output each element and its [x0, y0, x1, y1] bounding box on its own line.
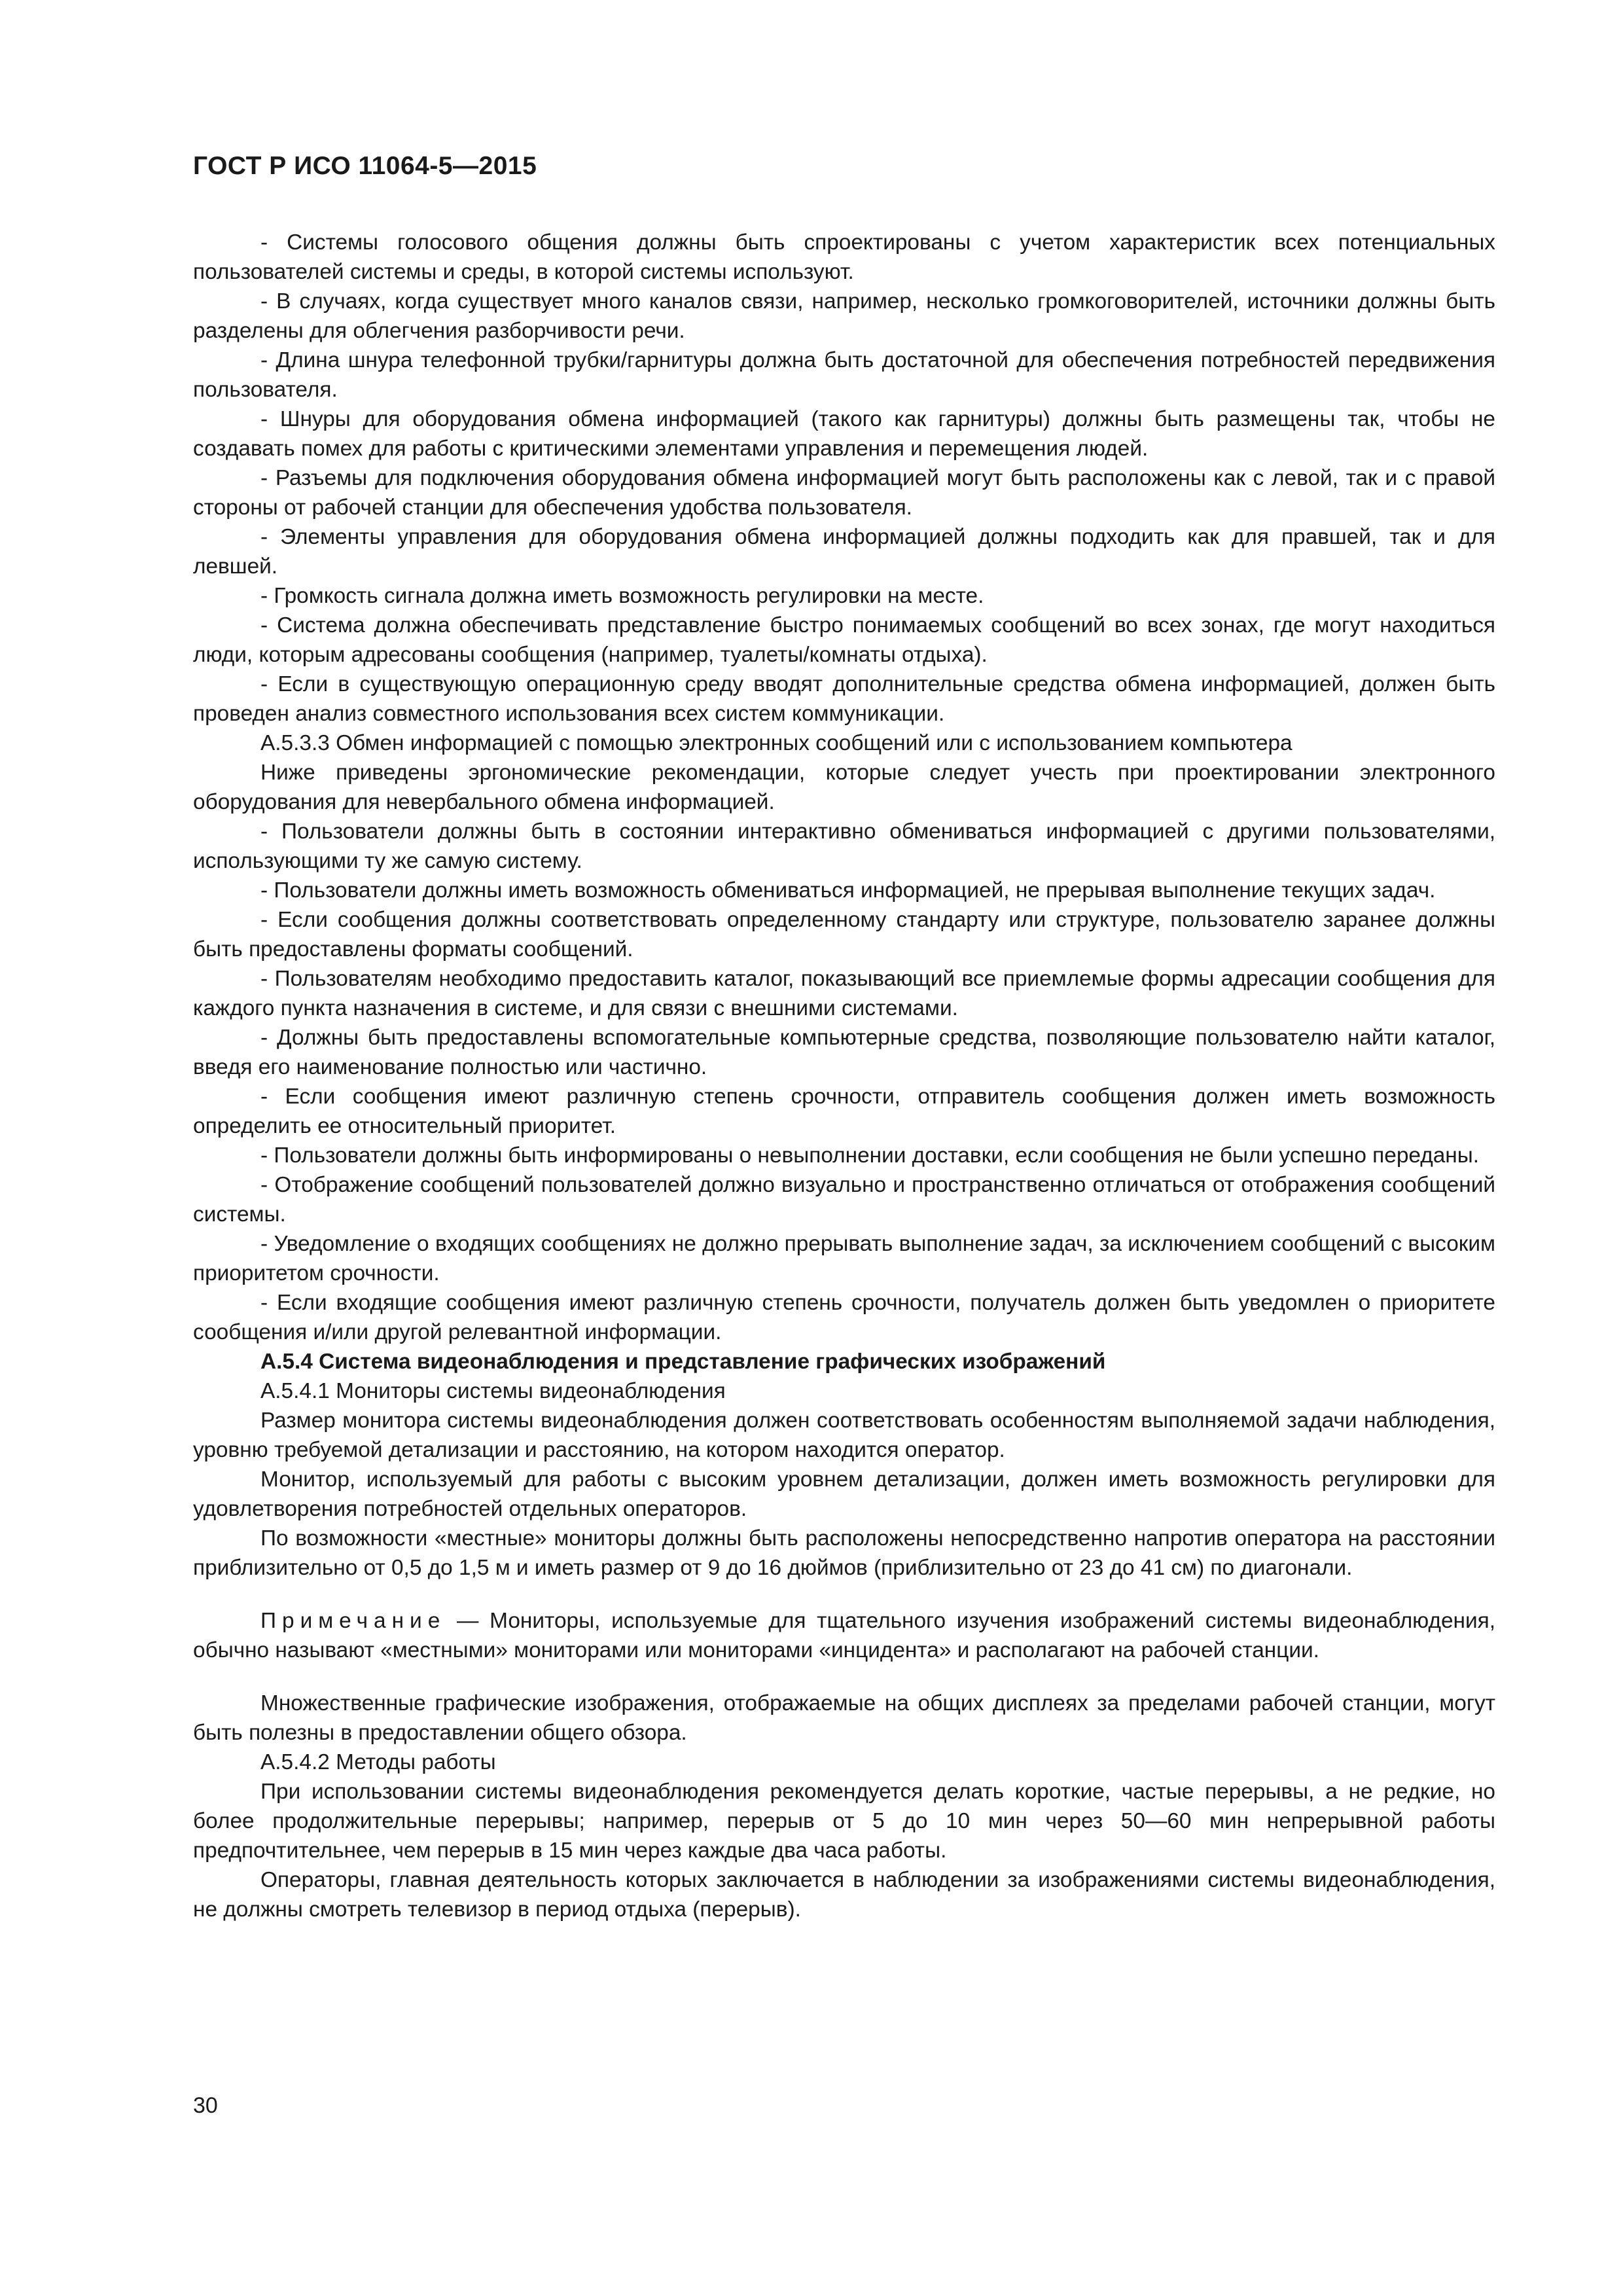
- paragraph: - Пользователи должны быть в состоянии интерактивно обмениваться информацией с другими пользователями, использующими ту же самую систему.: [193, 819, 1495, 873]
- paragraph: Ниже приведены эргономические рекомендации, которые следует учесть при проектировании электронного оборудования для невербального обмена информацией.: [193, 761, 1495, 814]
- paragraph: - Если в существующую операционную среду вводят дополнительные средства обмена информацией, должен быть проведен анализ совместного использования всех систем коммуникации.: [193, 672, 1495, 726]
- page-number: 30: [193, 2093, 218, 2118]
- paragraph: - Длина шнура телефонной трубки/гарнитуры должна быть достаточной для обеспечения потребностей передвижения пользователя.: [193, 348, 1495, 402]
- paragraph: - Уведомление о входящих сообщениях не должно прерывать выполнение задач, за исключением сообщений с высоким приоритетом срочности.: [193, 1232, 1495, 1285]
- paragraph: - Громкость сигнала должна иметь возможность регулировки на месте.: [260, 584, 984, 608]
- paragraph: - Пользователи должны быть информированы о невыполнении доставки, если сообщения не были успешно переданы.: [260, 1143, 1479, 1168]
- paragraph: - Пользователям необходимо предоставить каталог, показывающий все приемлемые формы адресации сообщения для каждого пункта назначения в системе, и для связи с внешними системами.: [193, 967, 1495, 1020]
- page-body: [193, 228, 1495, 1924]
- paragraph: Множественные графические изображения, отображаемые на общих дисплеях за пределами рабочей станции, могут быть полезны в предоставлении общего обзора.: [193, 1691, 1495, 1745]
- paragraph: - В случаях, когда существует много каналов связи, например, несколько громкоговорителей, источники должны быть разделены для облегчения разборчивости речи.: [193, 289, 1495, 343]
- subsection-heading: А.5.3.3 Обмен информацией с помощью электронных сообщений или с использованием компьютера: [260, 731, 1293, 755]
- paragraph: - Элементы управления для оборудования обмена информацией должны подходить как для правшей, так и для левшей.: [193, 525, 1495, 579]
- subsection-heading: А.5.4.2 Методы работы: [260, 1750, 496, 1774]
- paragraph: - Если сообщения имеют различную степень срочности, отправитель сообщения должен иметь возможность определить ее относительный приоритет.: [193, 1085, 1495, 1138]
- paragraph: - Разъемы для подключения оборудования обмена информацией могут быть расположены как с левой, так и с правой стороны от рабочей станции для обеспечения удобства пользователя.: [193, 466, 1495, 520]
- paragraph: Операторы, главная деятельность которых заключается в наблюдении за изображениями системы видеонаблюдения, не должны смотреть телевизор в период отдыха (перерыв).: [193, 1868, 1495, 1922]
- section-heading: А.5.4 Система видеонаблюдения и представление графических изображений: [260, 1350, 1106, 1374]
- paragraph: Размер монитора системы видеонаблюдения должен соответствовать особенностям выполняемой задачи наблюдения, уровню требуемой детализации и расстоянию, на котором находится оператор.: [193, 1408, 1495, 1462]
- paragraph: - Если сообщения должны соответствовать определенному стандарту или структуре, пользователю заранее должны быть предоставлены форматы сообщений.: [193, 908, 1495, 961]
- paragraph: При использовании системы видеонаблюдения рекомендуется делать короткие, частые перерывы, а не редкие, но более продолжительные перерывы; например, перерыв от 5 до 10 мин через 50—60 мин непрерывной работы предпочтительнее, чем перерыв в 15 мин через каждые два часа работы.: [193, 1780, 1495, 1863]
- note-text: — Мониторы, используемые для тщательного изучения изображений системы видеонаблюдения, обычно называют «местными» мониторами или мониторами «инцидента» и располагают на рабочей станции.: [193, 1609, 1495, 1662]
- note: [193, 1606, 1495, 1665]
- paragraph: - Пользователи должны иметь возможность обмениваться информацией, не прерывая выполнение текущих задач.: [260, 878, 1436, 903]
- paragraph: - Отображение сообщений пользователей должно визуально и пространственно отличаться от отображения сообщений системы.: [193, 1173, 1495, 1227]
- paragraph: - Если входящие сообщения имеют различную степень срочности, получатель должен быть уведомлен о приоритете сообщения и/или другой релевантной информации.: [193, 1291, 1495, 1344]
- note-label: Примечание: [260, 1609, 446, 1633]
- paragraph: По возможности «местные» мониторы должны быть расположены непосредственно напротив оператора на расстоянии приблизительно от 0,5 до 1,5 м и иметь размер от 9 до 16 дюймов (приблизительно от 23 до 41 см) по диагонали.: [193, 1526, 1495, 1580]
- paragraph: - Системы голосового общения должны быть спроектированы с учетом характеристик всех потенциальных пользователей системы и среды, в которой системы используют.: [193, 230, 1495, 284]
- paragraph: Монитор, используемый для работы с высоким уровнем детализации, должен иметь возможность регулировки для удовлетворения потребностей отдельных операторов.: [193, 1467, 1495, 1521]
- document-header: ГОСТ Р ИСО 11064-5—2015: [193, 152, 537, 180]
- paragraph: - Система должна обеспечивать представление быстро понимаемых сообщений во всех зонах, где могут находиться люди, которым адресованы сообщения (например, туалеты/комнаты отдыха).: [193, 613, 1495, 667]
- paragraph: - Шнуры для оборудования обмена информацией (такого как гарнитуры) должны быть размещены так, чтобы не создавать помех для работы с критическими элементами управления и перемещения людей.: [193, 407, 1495, 461]
- subsection-heading: А.5.4.1 Мониторы системы видеонаблюдения: [260, 1379, 726, 1403]
- paragraph: - Должны быть предоставлены вспомогательные компьютерные средства, позволяющие пользователю найти каталог, введя его наименование полностью или частично.: [193, 1026, 1495, 1079]
